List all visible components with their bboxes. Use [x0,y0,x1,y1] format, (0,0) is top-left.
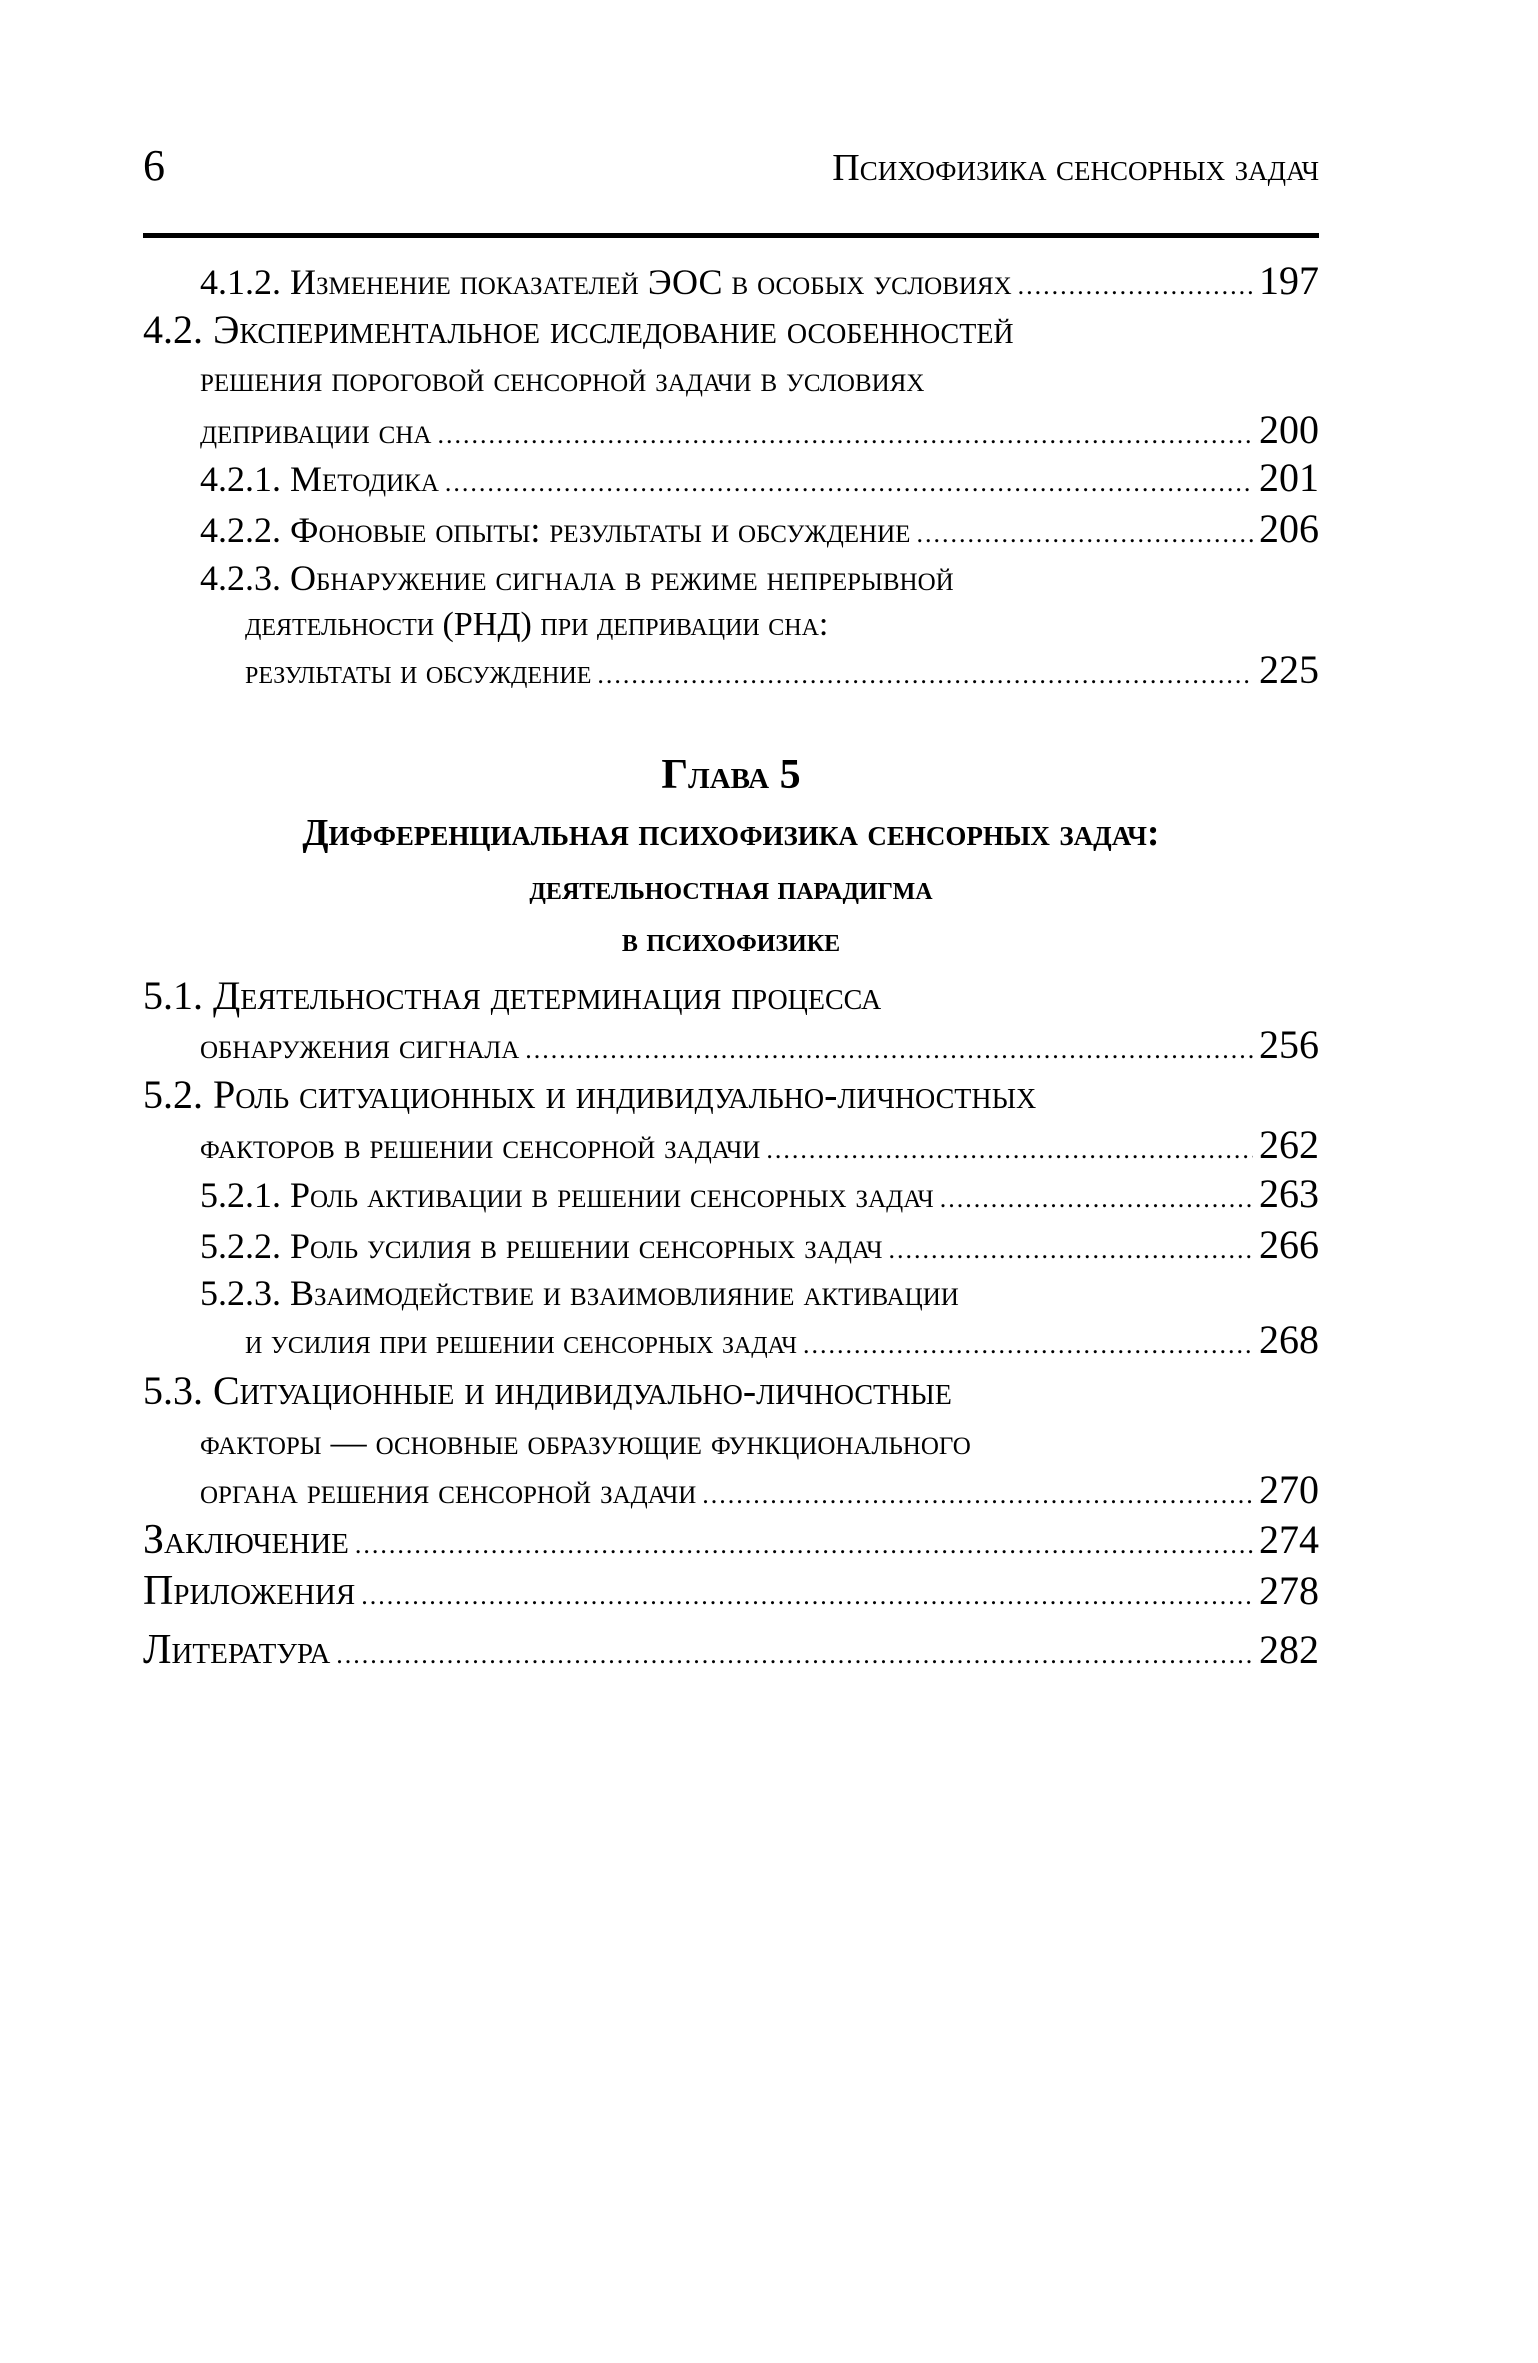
toc-entry-title: депривации сна [200,411,432,451]
chapter-title-line: Дифференциальная психофизика сенсорных задач: [302,812,1160,854]
toc-entry-title: деятельности (РНД) при депривации сна: [245,606,829,643]
dot-leader [803,1320,1253,1370]
toc-entry [200,1020,1319,1070]
dot-leader [916,509,1253,559]
toc-entry-title: 5.2. Роль ситуационных и индивидуально-личностных [143,1072,1037,1117]
toc-entry [245,600,828,650]
toc-entry [200,354,924,404]
page-number: 6 [143,141,165,190]
toc-entry-title: 5.1. Деятельностная детерминация процесса [143,973,882,1018]
toc-entry-page: 256 [1259,1022,1319,1067]
toc-entry-title: 4.1.2. Изменение показателей ЭОС в особых условиях [200,262,1012,302]
toc-entry [245,1315,1319,1365]
toc-entry-title: обнаружения сигнала [200,1026,520,1066]
toc-entry-title: 5.2.1. Роль активации в решении сенсорных задач [200,1175,934,1215]
toc-entry-title: 5.3. Ситуационные и индивидуально-личностные [143,1368,952,1413]
toc-entry-title: факторов в решении сенсорной задачи [200,1126,761,1166]
toc-entry-title: органа решения сенсорной задачи [200,1471,697,1511]
toc-entry [143,1515,1319,1565]
toc-entry-page: 200 [1259,407,1319,452]
toc-entry [200,1465,1319,1515]
toc-entry-title: 4.2.1. Методика [200,459,439,499]
toc-entry-title: 5.2.3. Взаимодействие и взаимовлияние активации [200,1273,959,1313]
dot-leader [355,1520,1253,1570]
toc-entry-title: 4.2.3. Обнаружение сигнала в режиме непрерывной [200,558,954,598]
toc-entry-title: Приложения [143,1568,356,1614]
dot-leader [525,1025,1253,1075]
toc-entry-page: 263 [1259,1171,1319,1216]
toc-entry-page: 206 [1259,506,1319,551]
toc-entry-title: Заключение [143,1517,349,1563]
dot-leader [361,1571,1253,1621]
dot-leader [766,1125,1253,1175]
dot-leader [702,1470,1253,1520]
toc-entry-page: 268 [1259,1317,1319,1362]
toc-entry-page: 201 [1259,455,1319,500]
toc-entry-page: 278 [1259,1568,1319,1613]
toc-entry-page: 197 [1259,258,1319,303]
toc-entry [200,504,1319,554]
toc-entry-title: результаты и обсуждение [245,654,592,691]
toc-entry [143,1625,1319,1675]
toc-entry-page: 270 [1259,1467,1319,1512]
chapter-title-line: в психофизике [621,922,841,959]
toc-entry-title: Литература [143,1627,331,1673]
dot-leader [597,650,1253,700]
toc-entry-page: 274 [1259,1517,1319,1562]
dot-leader [336,1630,1253,1680]
toc-entry-page: 282 [1259,1627,1319,1672]
toc-entry-title: и усилия при решении сенсорных задач [245,1324,797,1361]
toc-entry [200,1120,1319,1170]
chapter-label: Глава 5 [661,752,801,798]
toc-entry-title: факторы — основные образующие функционального [200,1422,971,1462]
toc-entry [200,553,954,603]
toc-entry-page: 262 [1259,1122,1319,1167]
toc-entry [143,1566,1319,1616]
toc-entry [200,405,1319,455]
dot-leader [1018,261,1253,311]
header-rule [143,233,1319,238]
running-title: Психофизика сенсорных задач [832,147,1319,189]
toc-entry-page: 266 [1259,1222,1319,1267]
toc-entry [245,645,1319,695]
dot-leader [940,1174,1253,1224]
dot-leader [445,458,1253,508]
toc-entry [200,256,1319,306]
toc-entry [143,1366,952,1416]
toc-entry-title: решения пороговой сенсорной задачи в условиях [200,359,925,399]
toc-entry [200,1268,959,1318]
toc-entry [143,1070,1036,1120]
toc-entry [200,1417,971,1467]
toc-entry-title: 4.2. Экспериментальное исследование особенностей [143,307,1014,352]
toc-entry [143,971,881,1021]
toc-entry [200,453,1319,503]
toc-entry-title: 5.2.2. Роль усилия в решении сенсорных задач [200,1226,883,1266]
chapter-title-line: деятельностная парадигма [529,870,933,907]
toc-entry [143,305,1014,355]
toc-entry [200,1220,1319,1270]
toc-entry-page: 225 [1259,647,1319,692]
toc-entry-title: 4.2.2. Фоновые опыты: результаты и обсуждение [200,510,911,550]
toc-entry [200,1169,1319,1219]
